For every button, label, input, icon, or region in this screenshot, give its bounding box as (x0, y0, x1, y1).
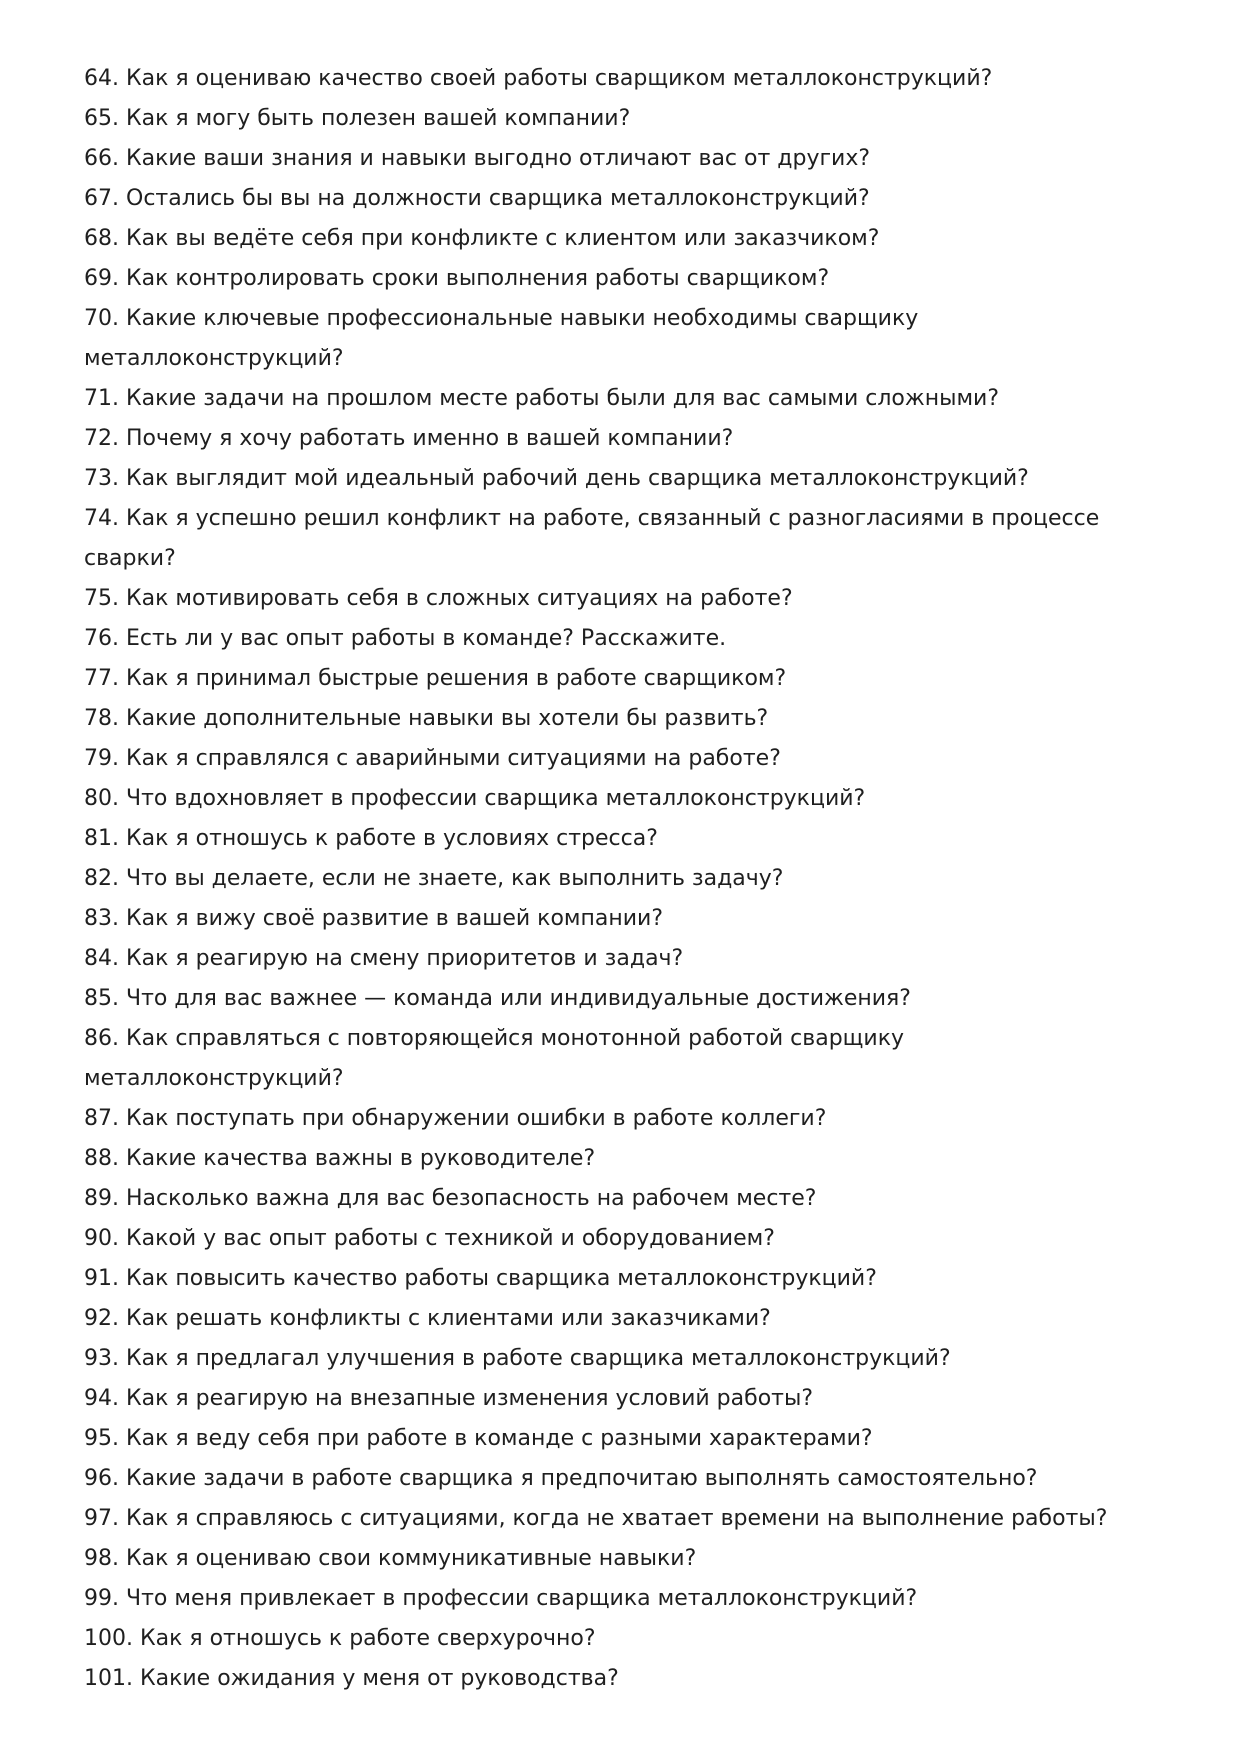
question-text: Какой у вас опыт работы с техникой и оборудованием? (126, 1226, 775, 1251)
question-text: Как я оцениваю свои коммуникативные навыки? (126, 1546, 697, 1571)
question-number: 94. (84, 1386, 119, 1411)
question-item (84, 179, 1164, 219)
question-number: 88. (84, 1146, 119, 1171)
question-text: Что вдохновляет в профессии сварщика металлоконструкций? (126, 786, 866, 811)
question-text: Как поступать при обнаружении ошибки в работе коллеги? (126, 1106, 827, 1131)
question-number: 96. (84, 1466, 119, 1491)
question-number: 83. (84, 906, 119, 931)
question-item (84, 219, 1164, 259)
question-number: 77. (84, 666, 119, 691)
question-item (84, 1379, 1164, 1419)
question-text: Как повысить качество работы сварщика металлоконструкций? (126, 1266, 877, 1291)
question-number: 69. (84, 266, 119, 291)
question-item (84, 139, 1164, 179)
question-text: Почему я хочу работать именно в вашей компании? (126, 426, 734, 451)
question-number: 64. (84, 66, 119, 91)
question-number: 66. (84, 146, 119, 171)
question-text: Как я справлялся с аварийными ситуациями на работе? (126, 746, 781, 771)
question-text: Как я реагирую на внезапные изменения условий работы? (126, 1386, 814, 1411)
question-text: Какие ожидания у меня от руководства? (139, 1666, 619, 1691)
question-item (84, 819, 1164, 859)
question-number: 92. (84, 1306, 119, 1331)
question-item (84, 1459, 1164, 1499)
question-item (84, 1219, 1164, 1259)
question-number: 75. (84, 586, 119, 611)
question-item (84, 659, 1164, 699)
question-text: Что меня привлекает в профессии сварщика металлоконструкций? (126, 1586, 918, 1611)
question-number: 91. (84, 1266, 119, 1291)
question-item (84, 619, 1164, 659)
question-number: 100. (84, 1626, 133, 1651)
question-text: Как решать конфликты с клиентами или заказчиками? (126, 1306, 771, 1331)
question-text: Как я принимал быстрые решения в работе сварщиком? (126, 666, 787, 691)
question-item (84, 1139, 1164, 1179)
question-number: 98. (84, 1546, 119, 1571)
question-item (84, 1299, 1164, 1339)
question-text: Как справляться с повторяющейся монотонной работой сварщику металлоконструкций? (84, 1026, 905, 1091)
question-item (84, 459, 1164, 499)
question-item (84, 1339, 1164, 1379)
question-item (84, 259, 1164, 299)
question-text: Что вы делаете, если не знаете, как выполнить задачу? (126, 866, 784, 891)
question-text: Как вы ведёте себя при конфликте с клиентом или заказчиком? (126, 226, 880, 251)
question-item (84, 899, 1164, 939)
question-number: 71. (84, 386, 119, 411)
question-item (84, 99, 1164, 139)
question-text: Какие ключевые профессиональные навыки необходимы сварщику металлоконструкций? (84, 306, 919, 371)
question-item (84, 379, 1164, 419)
question-item (84, 939, 1164, 979)
question-text: Как я реагирую на смену приоритетов и задач? (126, 946, 684, 971)
question-item (84, 979, 1164, 1019)
question-item (84, 299, 1164, 379)
question-item (84, 1659, 1164, 1699)
question-text: Какие задачи на прошлом месте работы были для вас самыми сложными? (126, 386, 1000, 411)
question-text: Как контролировать сроки выполнения работы сварщиком? (126, 266, 830, 291)
question-item (84, 59, 1164, 99)
question-text: Как я отношусь к работе в условиях стресса? (126, 826, 658, 851)
question-number: 70. (84, 306, 119, 331)
question-text: Какие дополнительные навыки вы хотели бы развить? (126, 706, 769, 731)
question-list (84, 59, 1164, 1699)
question-text: Как я успешно решил конфликт на работе, связанный с разногласиями в процессе сварки? (84, 506, 1100, 571)
question-item (84, 419, 1164, 459)
question-item (84, 499, 1164, 579)
question-text: Как я вижу своё развитие в вашей компании? (126, 906, 664, 931)
question-number: 93. (84, 1346, 119, 1371)
question-text: Остались бы вы на должности сварщика металлоконструкций? (126, 186, 870, 211)
question-item (84, 1019, 1164, 1099)
question-item (84, 859, 1164, 899)
question-item (84, 739, 1164, 779)
question-number: 82. (84, 866, 119, 891)
question-text: Как я могу быть полезен вашей компании? (126, 106, 631, 131)
question-number: 87. (84, 1106, 119, 1131)
question-text: Насколько важна для вас безопасность на рабочем месте? (126, 1186, 817, 1211)
question-number: 76. (84, 626, 119, 651)
question-number: 81. (84, 826, 119, 851)
question-item (84, 1179, 1164, 1219)
question-item (84, 699, 1164, 739)
question-number: 72. (84, 426, 119, 451)
question-text: Как я веду себя при работе в команде с разными характерами? (126, 1426, 873, 1451)
question-number: 97. (84, 1506, 119, 1531)
question-number: 79. (84, 746, 119, 771)
question-item (84, 1619, 1164, 1659)
question-text: Как я отношусь к работе сверхурочно? (139, 1626, 596, 1651)
question-number: 73. (84, 466, 119, 491)
question-number: 89. (84, 1186, 119, 1211)
question-text: Какие задачи в работе сварщика я предпочитаю выполнять самостоятельно? (126, 1466, 1038, 1491)
question-text: Как я предлагал улучшения в работе сварщика металлоконструкций? (126, 1346, 951, 1371)
question-item (84, 1539, 1164, 1579)
question-text: Как выглядит мой идеальный рабочий день сварщика металлоконструкций? (126, 466, 1029, 491)
question-number: 86. (84, 1026, 119, 1051)
question-number: 67. (84, 186, 119, 211)
question-number: 84. (84, 946, 119, 971)
question-item (84, 779, 1164, 819)
question-item (84, 1419, 1164, 1459)
question-number: 101. (84, 1666, 133, 1691)
question-text: Как мотивировать себя в сложных ситуациях на работе? (126, 586, 793, 611)
question-number: 90. (84, 1226, 119, 1251)
question-item (84, 1579, 1164, 1619)
question-number: 80. (84, 786, 119, 811)
question-text: Есть ли у вас опыт работы в команде? Расскажите. (126, 626, 727, 651)
question-item (84, 579, 1164, 619)
question-item (84, 1259, 1164, 1299)
question-number: 68. (84, 226, 119, 251)
question-number: 74. (84, 506, 119, 531)
question-number: 65. (84, 106, 119, 131)
question-item (84, 1099, 1164, 1139)
question-number: 78. (84, 706, 119, 731)
question-number: 95. (84, 1426, 119, 1451)
question-text: Как я справляюсь с ситуациями, когда не хватает времени на выполнение работы? (126, 1506, 1108, 1531)
question-number: 99. (84, 1586, 119, 1611)
question-text: Какие ваши знания и навыки выгодно отличают вас от других? (126, 146, 871, 171)
question-text: Как я оцениваю качество своей работы сварщиком металлоконструкций? (126, 66, 993, 91)
question-text: Какие качества важны в руководителе? (126, 1146, 596, 1171)
question-number: 85. (84, 986, 119, 1011)
question-text: Что для вас важнее — команда или индивидуальные достижения? (126, 986, 911, 1011)
question-item (84, 1499, 1164, 1539)
